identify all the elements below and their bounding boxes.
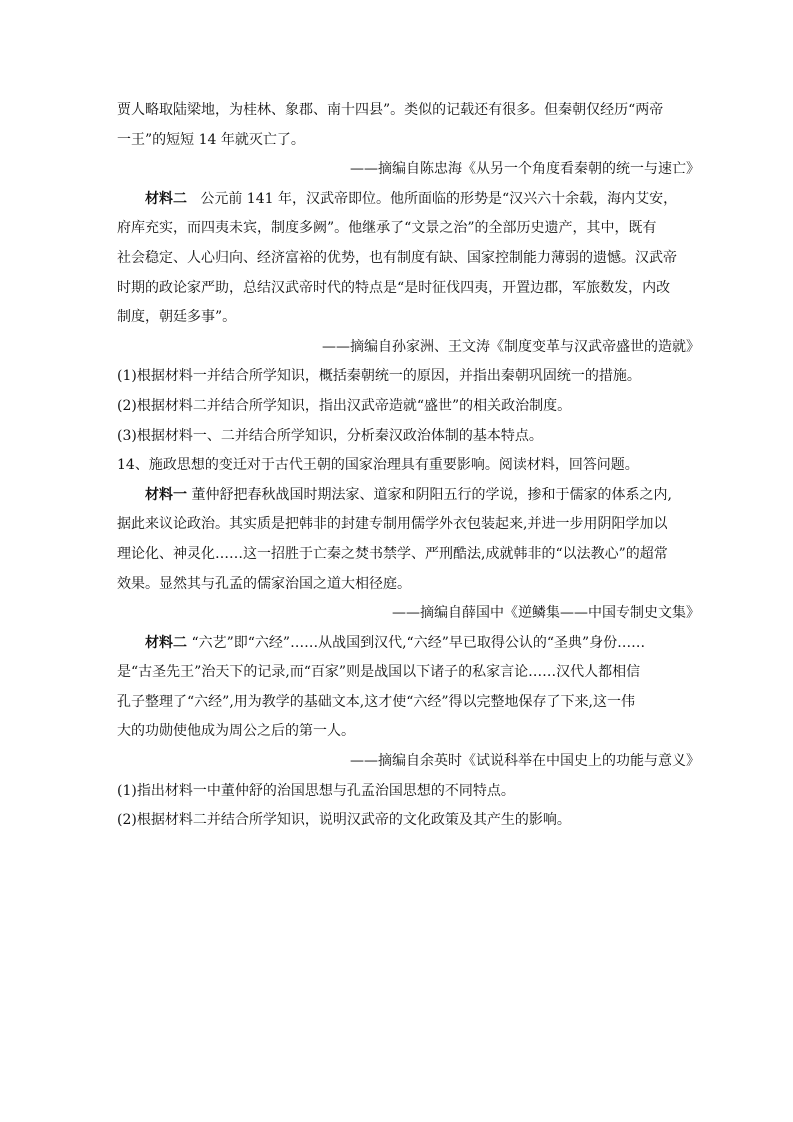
text-line: 是“古圣先王”治天下的记录,而“百家”则是战国以下诸子的私家言论……汉代人都相信 bbox=[117, 664, 641, 681]
source-citation: ——摘编自余英时《试说科举在中国史上的功能与意义》 bbox=[350, 753, 700, 770]
text-line: 大的功勋使他成为周公之后的第一人。 bbox=[117, 723, 355, 740]
material-label: 材料二 bbox=[145, 634, 187, 651]
text-line: 据此来议论政治。其实质是把韩非的封建专制用儒学外衣包装起来,并进一步用阴阳学加以 bbox=[117, 516, 668, 533]
question-item: (3)根据材料一、二并结合所学知识，分析秦汉政治体制的基本特点。 bbox=[117, 427, 543, 444]
source-citation: ——摘编自陈忠海《从另一个角度看秦朝的统一与速亡》 bbox=[350, 161, 700, 178]
source-citation: ——摘编自薛国中《逆鳞集——中国专制史文集》 bbox=[392, 605, 700, 622]
text-line: 效果。显然其与孔孟的儒家治国之道大相径庭。 bbox=[117, 575, 411, 592]
source-citation: ——摘编自孙家洲、王文涛《制度变革与汉武帝盛世的造就》 bbox=[322, 338, 700, 355]
text-line: 府库充实，而四夷未宾，制度多阙”。他继承了“文景之治”的全部历史遗产，其中，既有 bbox=[117, 220, 657, 237]
material-label: 材料一 bbox=[145, 486, 187, 503]
text-line: 贾人略取陆梁地，为桂林、象郡、南十四县”。类似的记载还有很多。但秦朝仅经历“两帝 bbox=[117, 102, 664, 118]
material-paragraph-start bbox=[117, 481, 700, 511]
text-line: 孔子整理了“六经”,用为教学的基础文本,这才使“六经”得以完整地保存了下来,这一伟 bbox=[117, 693, 635, 710]
material-paragraph-start bbox=[117, 185, 700, 215]
question-item: (2)根据材料二并结合所学知识，指出汉武帝造就“盛世”的相关政治制度。 bbox=[117, 397, 572, 414]
text-line: 社会稳定、人心归向、经济富裕的优势，也有制度有缺、国家控制能力薄弱的遗憾。汉武帝 bbox=[117, 249, 677, 266]
text-line: 理论化、神灵化……这一招胜于亡秦之焚书禁学、严刑酷法,成就韩非的“以法教心”的超常 bbox=[117, 545, 668, 562]
text-line: 制度，朝廷多事”。 bbox=[117, 309, 237, 326]
text-line: 时期的政论家严助，总结汉武帝时代的特点是“是时征伐四夷，开置边郡，军旅数发，内改 bbox=[117, 279, 671, 296]
text-line: “六艺”即“六经”……从战国到汉代,“六经”早已取得公认的“圣典”身份…… bbox=[191, 634, 646, 651]
material-paragraph-start bbox=[117, 629, 700, 659]
text-line: 一王”的短短 14 年就灭亡了。 bbox=[117, 131, 305, 148]
question-heading: 14、施政思想的变迁对于古代王朝的国家治理具有重要影响。阅读材料，回答问题。 bbox=[117, 457, 639, 474]
text-line: 董仲舒把春秋战国时期法家、道家和阴阳五行的学说，掺和于儒家的体系之内, bbox=[191, 486, 672, 503]
material-label: 材料二 bbox=[145, 190, 187, 207]
question-item: (1)指出材料一中董仲舒的治国思想与孔孟治国思想的不同特点。 bbox=[117, 782, 515, 799]
question-item: (1)根据材料一并结合所学知识，概括秦朝统一的原因，并指出秦朝巩固统一的措施。 bbox=[117, 368, 641, 385]
document-page bbox=[117, 96, 700, 836]
text-line: 公元前 141 年，汉武帝即位。他所面临的形势是“汉兴六十余载，海内艾安， bbox=[200, 190, 678, 207]
question-item: (2)根据材料二并结合所学知识，说明汉武帝的文化政策及其产生的影响。 bbox=[117, 812, 571, 829]
